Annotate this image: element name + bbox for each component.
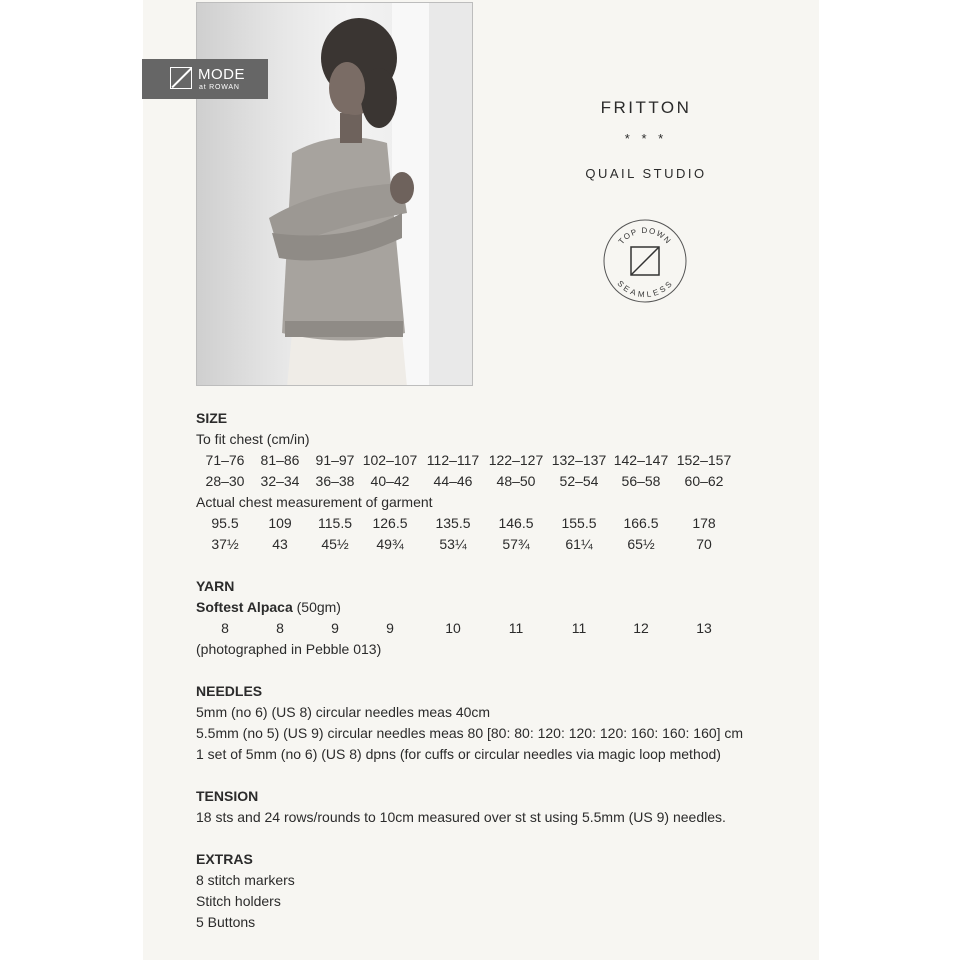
size-column-value: 155.5 (561, 515, 597, 531)
size-column-value: 45½ (321, 536, 349, 552)
designer-name: QUAIL STUDIO (585, 166, 707, 181)
actual-cm-row (196, 513, 776, 534)
size-column-value: 52–54 (559, 473, 599, 489)
svg-text:TOP DOWN: TOP DOWN (616, 225, 674, 247)
size-column-value: 122–127 (488, 452, 544, 468)
size-column-value: 135.5 (435, 515, 471, 531)
size-column-value: 13 (696, 620, 712, 636)
size-column-value: 102–107 (362, 452, 418, 468)
size-column-value: 91–97 (315, 452, 355, 468)
size-column-value: 44–46 (433, 473, 473, 489)
needles-line: 1 set of 5mm (no 6) (US 8) dpns (for cuffs or circular needles via magic loop method) (196, 746, 721, 762)
yarn-weight: (50gm) (292, 599, 341, 615)
needles-line: 5mm (no 6) (US 8) circular needles meas 40cm (196, 704, 491, 720)
size-column-value: 166.5 (623, 515, 659, 531)
title-separator: * * * (624, 131, 668, 146)
yarn-balls-row (196, 618, 776, 639)
size-column-value: 48–50 (496, 473, 536, 489)
size-column-value: 112–117 (426, 452, 480, 468)
mode-at-rowan-logo (142, 59, 268, 99)
extras-item: 8 stitch markers (196, 872, 295, 888)
size-column-value: 36–38 (315, 473, 355, 489)
size-column-value: 32–34 (260, 473, 300, 489)
size-column-value: 53¼ (439, 536, 467, 552)
size-column-value: 109 (268, 515, 292, 531)
svg-text:SEAMLESS: SEAMLESS (615, 278, 675, 300)
extras-heading: EXTRAS (196, 851, 253, 867)
size-column-value: 115.5 (318, 515, 352, 531)
needles-heading: NEEDLES (196, 683, 263, 699)
size-column-value: 11 (571, 620, 587, 636)
size-column-value: 142–147 (613, 452, 669, 468)
tension-text: 18 sts and 24 rows/rounds to 10cm measured over st st using 5.5mm (US 9) needles. (196, 809, 726, 825)
logo-word: MODE (198, 66, 245, 83)
yarn-name: Softest Alpaca (196, 599, 293, 615)
fit-chest-label: To fit chest (cm/in) (196, 431, 310, 447)
size-column-value: 40–42 (370, 473, 410, 489)
size-column-value: 61¼ (565, 536, 593, 552)
logo-sub: at ROWAN (199, 84, 240, 91)
size-column-value: 70 (696, 536, 712, 552)
size-column-value: 37½ (211, 536, 239, 552)
size-column-value: 65½ (627, 536, 655, 552)
extras-item: Stitch holders (196, 893, 281, 909)
size-column-value: 49¾ (376, 536, 404, 552)
size-column-value: 146.5 (498, 515, 534, 531)
size-column-value: 28–30 (205, 473, 245, 489)
size-column-value: 71–76 (205, 452, 245, 468)
size-column-value: 152–157 (676, 452, 732, 468)
extras-item: 5 Buttons (196, 914, 256, 930)
actual-in-row (196, 534, 776, 555)
photographed-note: (photographed in Pebble 013) (196, 641, 382, 657)
fit-cm-row (196, 450, 776, 471)
pattern-title: FRITTON (600, 98, 692, 117)
pattern-details (196, 408, 776, 933)
size-column-value: 81–86 (260, 452, 300, 468)
size-column-value: 11 (508, 620, 524, 636)
top-down-seamless-badge (603, 219, 687, 303)
size-column-value: 126.5 (372, 515, 408, 531)
size-column-value: 56–58 (621, 473, 661, 489)
size-column-value: 132–137 (551, 452, 607, 468)
needles-line: 5.5mm (no 5) (US 9) circular needles meas 80 [80: 80: 120: 120: 120: 160: 160: 160] cm (196, 725, 744, 741)
size-column-value: 12 (633, 620, 649, 636)
size-column-value: 57¾ (502, 536, 530, 552)
size-column-value: 95.5 (211, 515, 239, 531)
size-column-value: 60–62 (684, 473, 724, 489)
size-column-value: 8 (276, 620, 284, 636)
size-column-value: 43 (272, 536, 288, 552)
yarn-line (196, 597, 776, 618)
fit-in-row (196, 471, 776, 492)
actual-chest-label: Actual chest measurement of garment (196, 494, 433, 510)
tension-heading: TENSION (196, 788, 259, 804)
size-heading: SIZE (196, 410, 228, 426)
size-column-value: 10 (445, 620, 461, 636)
size-column-value: 9 (386, 620, 394, 636)
size-column-value: 178 (692, 515, 716, 531)
yarn-heading: YARN (196, 578, 235, 594)
mode-logo-mark-icon (170, 67, 192, 89)
size-column-value: 8 (221, 620, 229, 636)
size-column-value: 9 (331, 620, 339, 636)
